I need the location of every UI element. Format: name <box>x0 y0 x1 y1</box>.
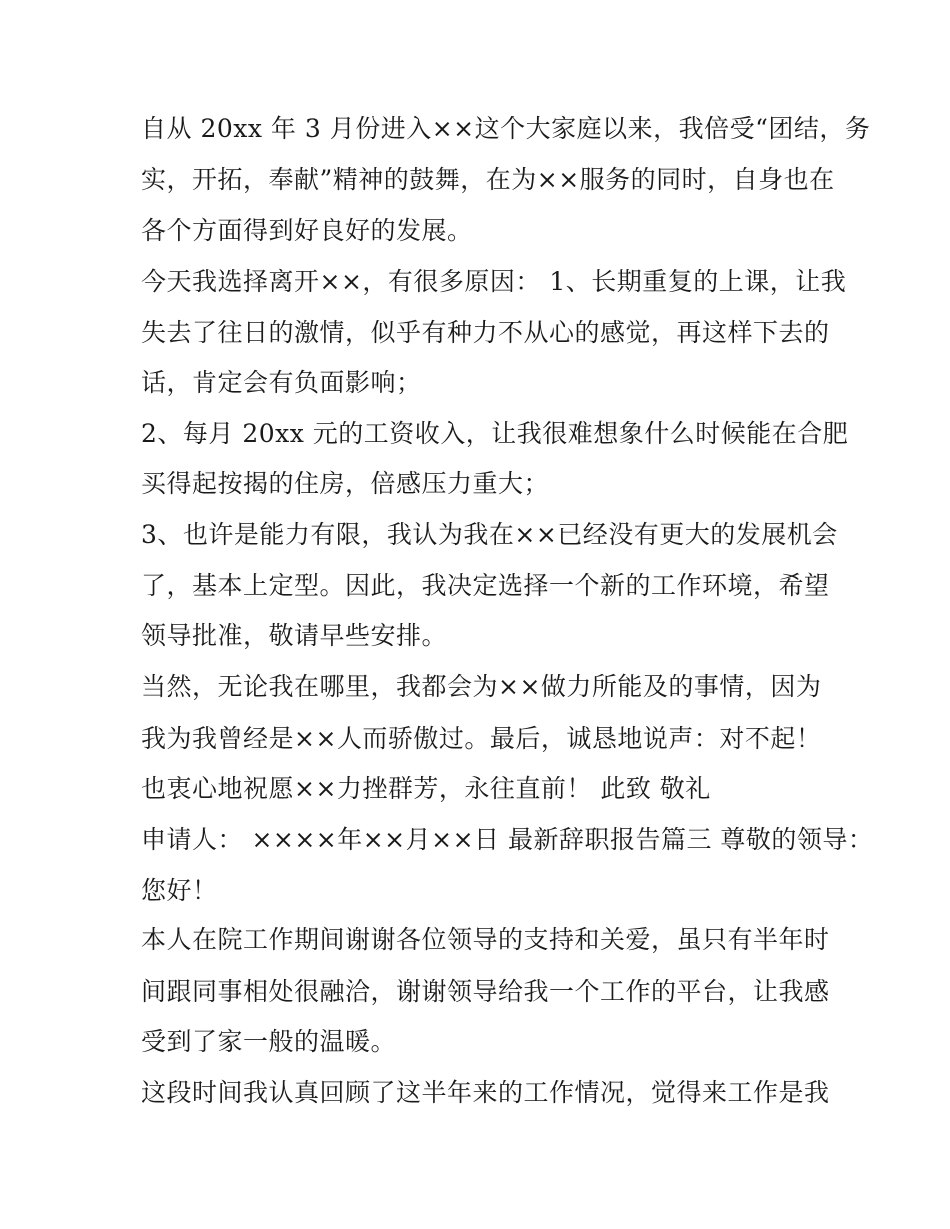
text-line: 领导批准，敬请早些安排。 <box>141 621 448 650</box>
text-line: 当然，无论我在哪里，我都会为××做力所能及的事情，因为 <box>141 672 822 701</box>
text-line: 间跟同事相处很融洽，谢谢领导给我一个工作的平台，让我感 <box>141 977 830 1006</box>
text-line: 实，开拓，奉献”精神的鼓舞，在为××服务的同时，自身也在 <box>141 165 835 194</box>
text-line: 您好！ <box>141 876 218 905</box>
text-line: 了，基本上定型。因此，我决定选择一个新的工作环境，希望 <box>141 571 830 600</box>
text-line: 今天我选择离开××，有很多原因： 1、长期重复的上课，让我 <box>141 267 847 296</box>
text-line: 受到了家一般的温暖。 <box>141 1027 397 1056</box>
text-line: 失去了往日的激情，似乎有种力不从心的感觉，再这样下去的 <box>141 318 830 347</box>
text-line: 话，肯定会有负面影响； <box>141 368 422 397</box>
text-line: 买得起按揭的住房，倍感压力重大； <box>141 469 550 498</box>
text-line: 这段时间我认真回顾了这半年来的工作情况，觉得来工作是我 <box>141 1078 830 1107</box>
text-line: 自从 20xx 年 3 月份进入××这个大家庭以来，我倍受“团结，务 <box>141 114 871 143</box>
text-line: 各个方面得到好良好的发展。 <box>141 216 473 245</box>
text-line: 也衷心地祝愿××力挫群芳，永往直前！ 此致 敬礼 <box>141 774 711 803</box>
text-line: 2、每月 20xx 元的工资收入，让我很难想象什么时候能在合肥 <box>141 419 849 448</box>
text-line: 申请人： ××××年××月××日 最新辞职报告篇三 尊敬的领导： <box>141 825 874 854</box>
text-line: 本人在院工作期间谢谢各位领导的支持和关爱，虽只有半年时 <box>141 925 830 954</box>
text-line: 3、也许是能力有限，我认为我在××已经没有更大的发展机会 <box>141 520 838 549</box>
text-line: 我为我曾经是××人而骄傲过。最后，诚恳地说声：对不起！ <box>141 724 822 753</box>
